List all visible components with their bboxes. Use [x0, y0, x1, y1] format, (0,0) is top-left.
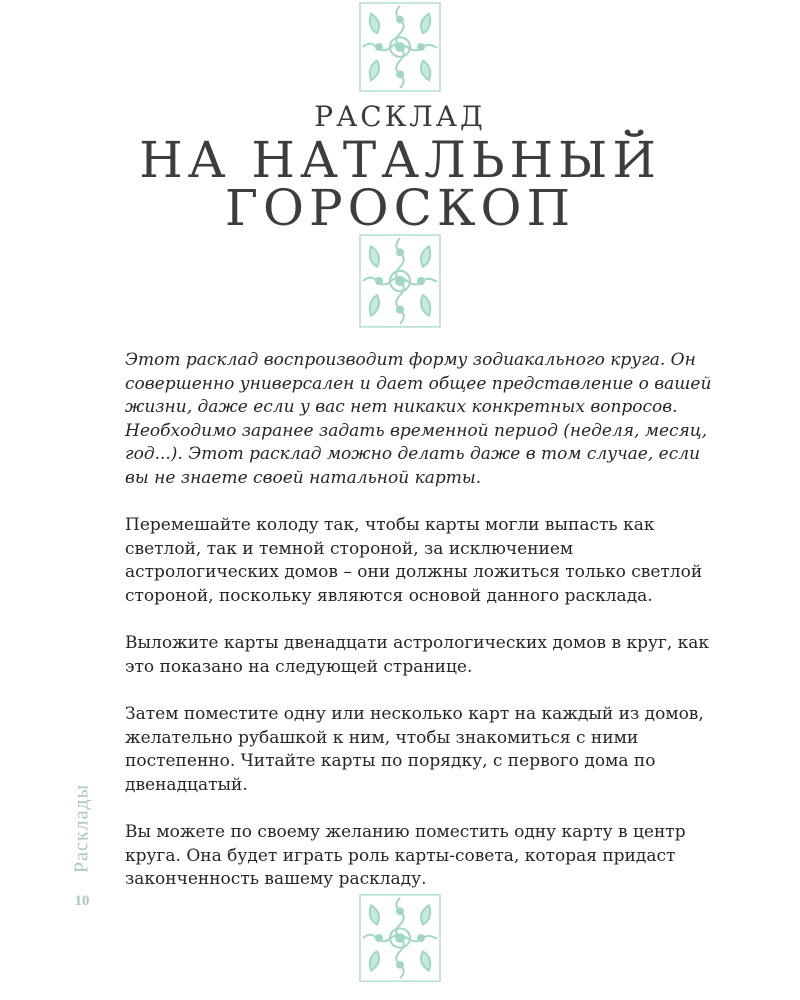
intro-paragraph: Этот расклад воспроизводит форму зодиакального круга. Он совершенно универсален и дает общее представление о вашей жизни, даже если у вас нет никаких конкретных вопросов. Необходимо заранее задать временной период (неделя, месяц, год...). Этот расклад можно делать даже в том случае, если вы не знаете своей натальной карты.: [125, 350, 712, 488]
middle-ornament: [357, 232, 443, 330]
top-ornament: [357, 0, 443, 94]
bottom-ornament: [357, 892, 443, 984]
paragraph-shuffle: Перемешайте колоду так, чтобы карты могли выпасть как светлой, так и темной стороной, за исключением астрологических домов – они должны ложиться только светлой стороной, поскольку являются основой данного расклада.: [125, 515, 703, 606]
page-number: 10: [74, 893, 90, 909]
paragraph-layout: Выложите карты двенадцати астрологических домов в круг, как это показано на следующей странице.: [125, 633, 710, 677]
page-title: [0, 131, 800, 237]
body-text: [125, 349, 725, 916]
title-line-1: НА НАТАЛЬНЫЙ: [139, 131, 661, 189]
section-label: Расклады: [70, 783, 93, 873]
paragraph-center: Вы можете по своему желанию поместить одну карту в центр круга. Она будет играть роль карты-совета, которая придаст законченность вашему раскладу.: [125, 822, 686, 889]
title-subtitle: РАСКЛАД: [314, 100, 486, 133]
title-line-2: ГОРОСКОП: [224, 179, 576, 237]
paragraph-cards: Затем поместите одну или несколько карт на каждый из домов, желательно рубашкой к ним, чтобы знакомиться с ними постепенно. Читайте карты по порядку, с первого дома по двенадцатый.: [125, 704, 704, 795]
